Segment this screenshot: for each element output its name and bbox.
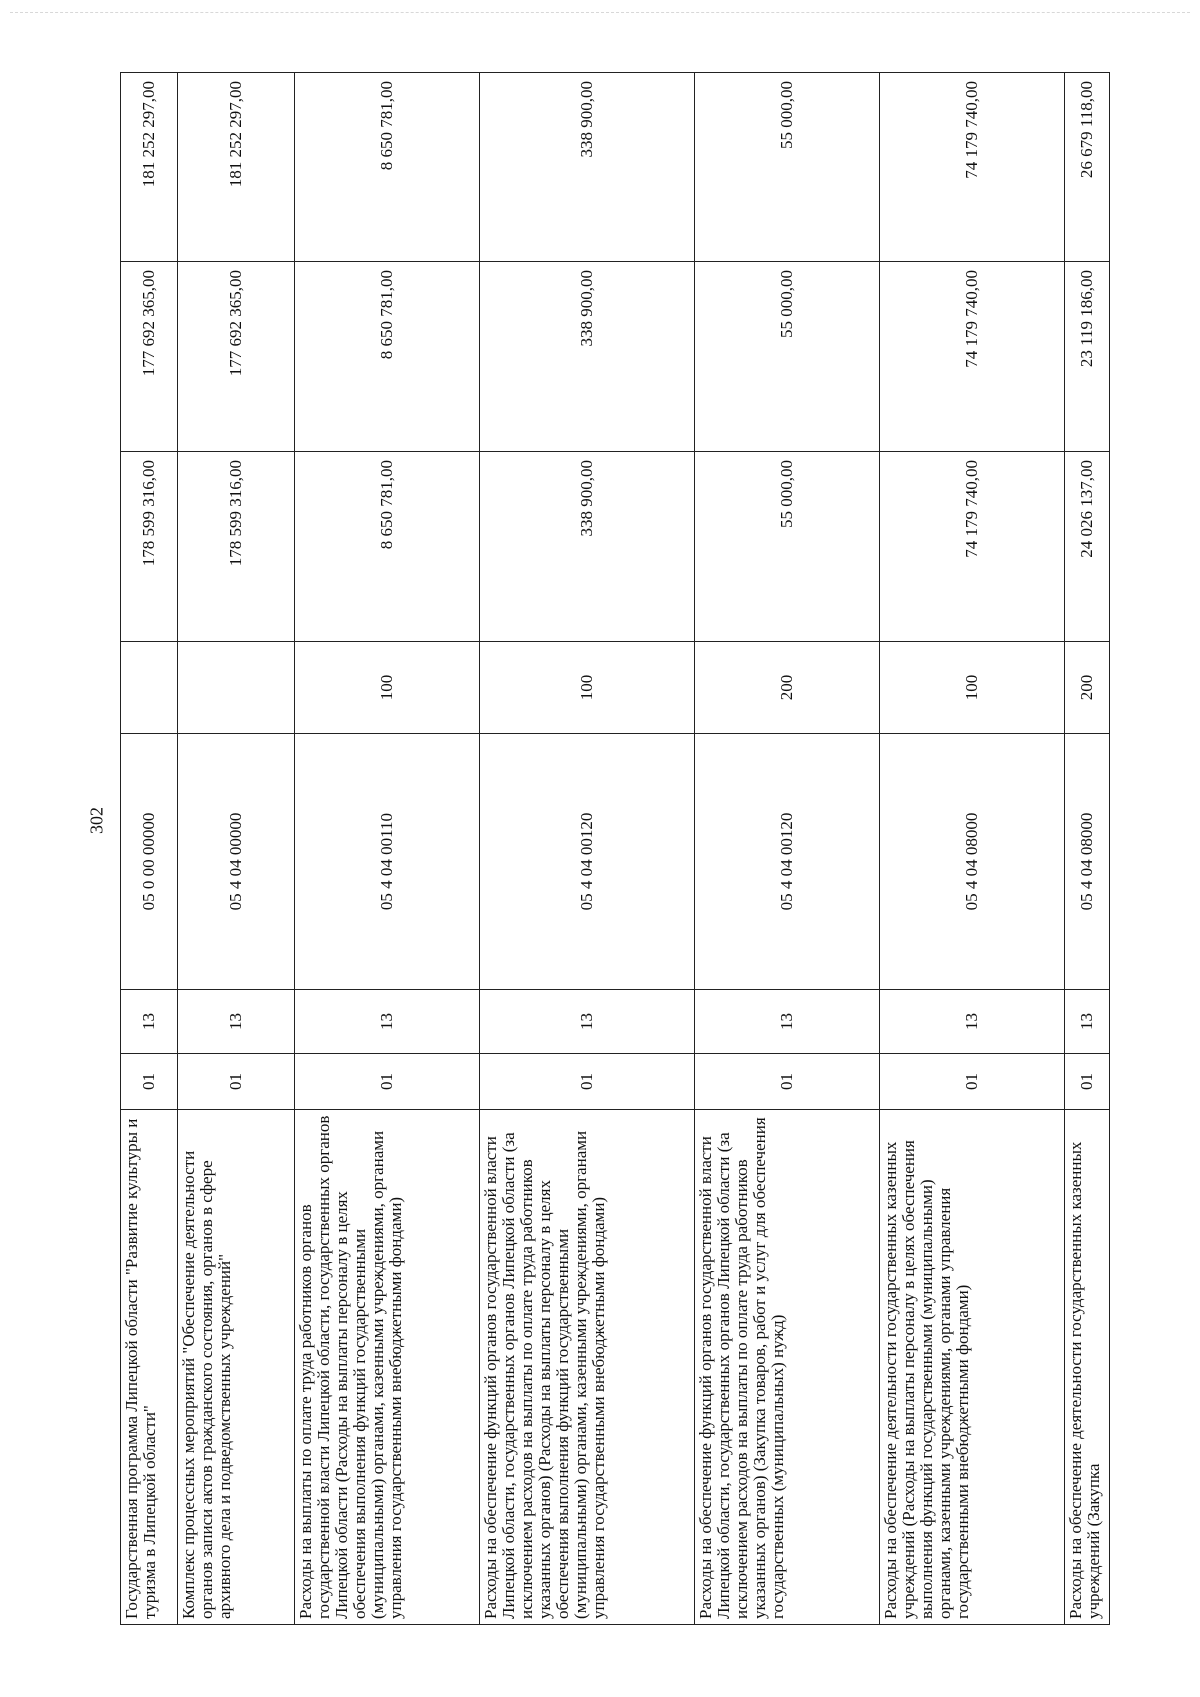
cell-vr: 100 (880, 642, 1065, 734)
cell-v1: 74 179 740,00 (880, 452, 1065, 642)
cell-v1: 8 650 781,00 (295, 452, 480, 642)
cell-vr: 200 (695, 642, 880, 734)
cell-v1: 178 599 316,00 (121, 452, 178, 642)
cell-v1: 178 599 316,00 (177, 452, 295, 642)
scan-edge (10, 12, 1190, 13)
table-row (121, 73, 178, 1625)
cell-rz: 01 (121, 1054, 178, 1110)
cell-rz: 01 (480, 1054, 695, 1110)
table-row (880, 73, 1065, 1625)
cell-rz: 01 (1065, 1054, 1110, 1110)
cell-name: Расходы на обеспечение функций органов государственной власти Липецкой области, государственных органов Липецкой области (за исключением расходов на выплаты по оплате труда работников указанных органов) (Расходы на выплаты персоналу в целях обеспечения выполнения функций государственными (муниципальными) органами, казенными учреждениями, органами управления государственными внебюджетными фондами) (480, 1110, 695, 1625)
cell-v3: 181 252 297,00 (177, 73, 295, 262)
cell-v2: 8 650 781,00 (295, 262, 480, 452)
cell-v2: 23 119 186,00 (1065, 262, 1110, 452)
cell-rz: 01 (695, 1054, 880, 1110)
cell-rz: 01 (295, 1054, 480, 1110)
cell-csr: 05 4 04 00120 (695, 734, 880, 990)
budget-table (120, 72, 1110, 1625)
cell-pr: 13 (695, 990, 880, 1054)
cell-v3: 55 000,00 (695, 73, 880, 262)
cell-v3: 8 650 781,00 (295, 73, 480, 262)
cell-vr: 100 (295, 642, 480, 734)
cell-v3: 26 679 118,00 (1065, 73, 1110, 262)
cell-v1: 338 900,00 (480, 452, 695, 642)
table-row (480, 73, 695, 1625)
cell-name: Расходы на обеспечение деятельности государственных казенных учреждений (Расходы на выплаты персоналу в целях обеспечения выполнения функций государственными (муниципальными) органами, казенными учреждениями, органами управления государственными внебюджетными фондами) (880, 1110, 1065, 1625)
cell-rz: 01 (177, 1054, 295, 1110)
table-row (695, 73, 880, 1625)
cell-v2: 338 900,00 (480, 262, 695, 452)
cell-vr (177, 642, 295, 734)
cell-csr: 05 4 04 00110 (295, 734, 480, 990)
cell-name: Расходы на обеспечение функций органов государственной власти Липецкой области, государственных органов Липецкой области (за исключением расходов на выплаты по оплате труда работников указанных органов) (Закупка товаров, работ и услуг для обеспечения государственных (муниципальных) нужд) (695, 1110, 880, 1625)
cell-vr (121, 642, 178, 734)
cell-v3: 181 252 297,00 (121, 73, 178, 262)
cell-v1: 55 000,00 (695, 452, 880, 642)
cell-pr: 13 (1065, 990, 1110, 1054)
cell-vr: 100 (480, 642, 695, 734)
page-number: 302 (86, 807, 107, 834)
cell-v2: 55 000,00 (695, 262, 880, 452)
table-row (1065, 73, 1110, 1625)
cell-rz: 01 (880, 1054, 1065, 1110)
cell-csr: 05 4 04 08000 (1065, 734, 1110, 990)
cell-pr: 13 (880, 990, 1065, 1054)
cell-v3: 338 900,00 (480, 73, 695, 262)
budget-table-rotated (120, 73, 1110, 1625)
cell-name: Государственная программа Липецкой области "Развитие культуры и туризма в Липецкой области" (121, 1110, 178, 1625)
cell-name: Расходы на обеспечение деятельности государственных казенных учреждений (Закупка (1065, 1110, 1110, 1625)
cell-name: Расходы на выплаты по оплате труда работников органов государственной власти Липецкой области, государственных органов Липецкой области (Расходы на выплаты персоналу в целях обеспечения выполнения функций государственными (муниципальными) органами, казенными учреждениями, органами управления государственными внебюджетными фондами) (295, 1110, 480, 1625)
cell-csr: 05 4 04 00120 (480, 734, 695, 990)
cell-pr: 13 (121, 990, 178, 1054)
table-row (295, 73, 480, 1625)
cell-name: Комплекс процессных мероприятий "Обеспечение деятельности органов записи актов гражданского состояния, органов в сфере архивного дела и подведомственных учреждений" (177, 1110, 295, 1625)
cell-pr: 13 (295, 990, 480, 1054)
cell-pr: 13 (480, 990, 695, 1054)
cell-v1: 24 026 137,00 (1065, 452, 1110, 642)
table-row (177, 73, 295, 1625)
cell-v2: 177 692 365,00 (121, 262, 178, 452)
cell-v2: 177 692 365,00 (177, 262, 295, 452)
cell-csr: 05 4 04 08000 (880, 734, 1065, 990)
cell-csr: 05 0 00 00000 (121, 734, 178, 990)
cell-csr: 05 4 04 00000 (177, 734, 295, 990)
cell-v2: 74 179 740,00 (880, 262, 1065, 452)
cell-pr: 13 (177, 990, 295, 1054)
cell-v3: 74 179 740,00 (880, 73, 1065, 262)
cell-vr: 200 (1065, 642, 1110, 734)
